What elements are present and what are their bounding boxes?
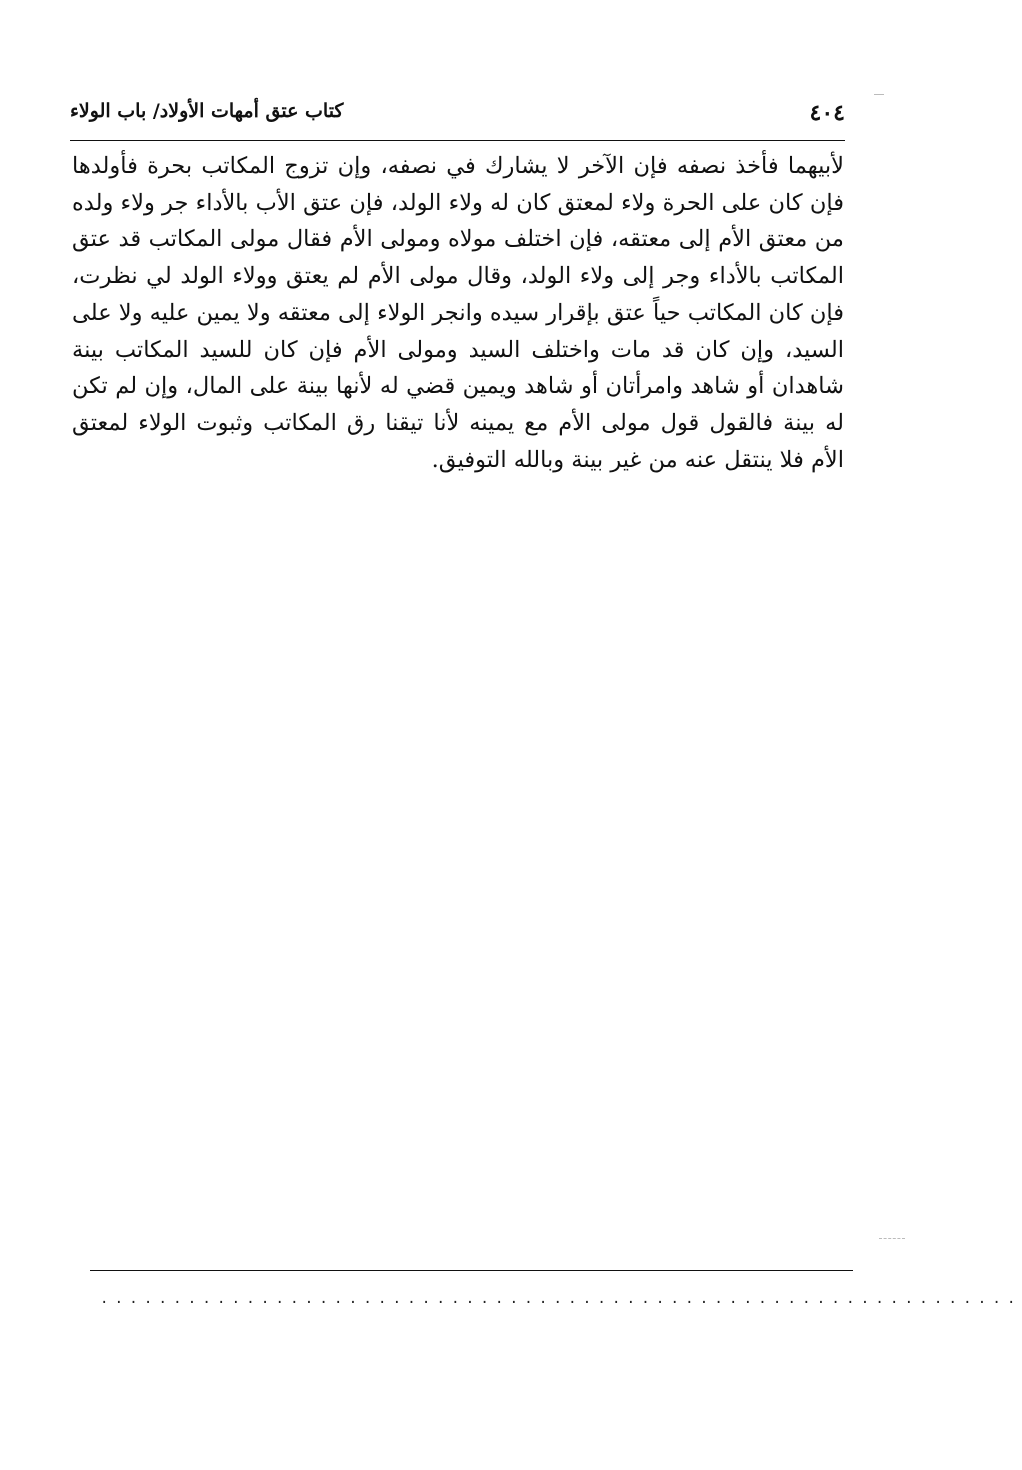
running-title: كتاب عتق أمهات الأولاد/ باب الولاء xyxy=(70,100,344,122)
page-header xyxy=(70,96,845,138)
footnote-divider xyxy=(90,1270,853,1271)
body-paragraph: لأبيهما فأخذ نصفه فإن الآخر لا يشارك في نصفه، وإن تزوج المكاتب بحرة فأولدها فإن كان على الحرة ولاء لمعتق كان له ولاء الولد، فإن عتق الأب بالأداء جر ولاء ولده من معتق الأم إلى معتقه، فإن اختلف مولاه ومولى الأم فقال مولى المكاتب قد عتق المكاتب بالأداء وجر إلى ولاء الولد، وقال مولى الأم لم يعتق وولاء الولد لي نظرت، فإن كان المكاتب حياً عتق بإقرار سيده وانجر الولاء إلى معتقه ولا يمين عليه ولا على السيد، وإن كان قد مات واختلف السيد ومولى الأم فإن كان للسيد المكاتب بينة شاهدان أو شاهد وامرأتان أو شاهد ويمين قضي له لأنها بينة على المال، وإن لم تكن له بينة فالقول قول مولى الأم مع يمينه لأنا تيقنا رق المكاتب وثبوت الولاء لمعتق الأم فلا ينتقل عنه من غير بينة وبالله التوفيق. xyxy=(72,153,844,473)
page-number: ٤٠٤ xyxy=(809,100,845,126)
scan-edge-mark xyxy=(879,1238,905,1239)
footnote-dotted-line: ............................................................... xyxy=(100,1291,1022,1307)
header-divider xyxy=(70,140,845,141)
scan-edge-mark xyxy=(874,94,884,95)
